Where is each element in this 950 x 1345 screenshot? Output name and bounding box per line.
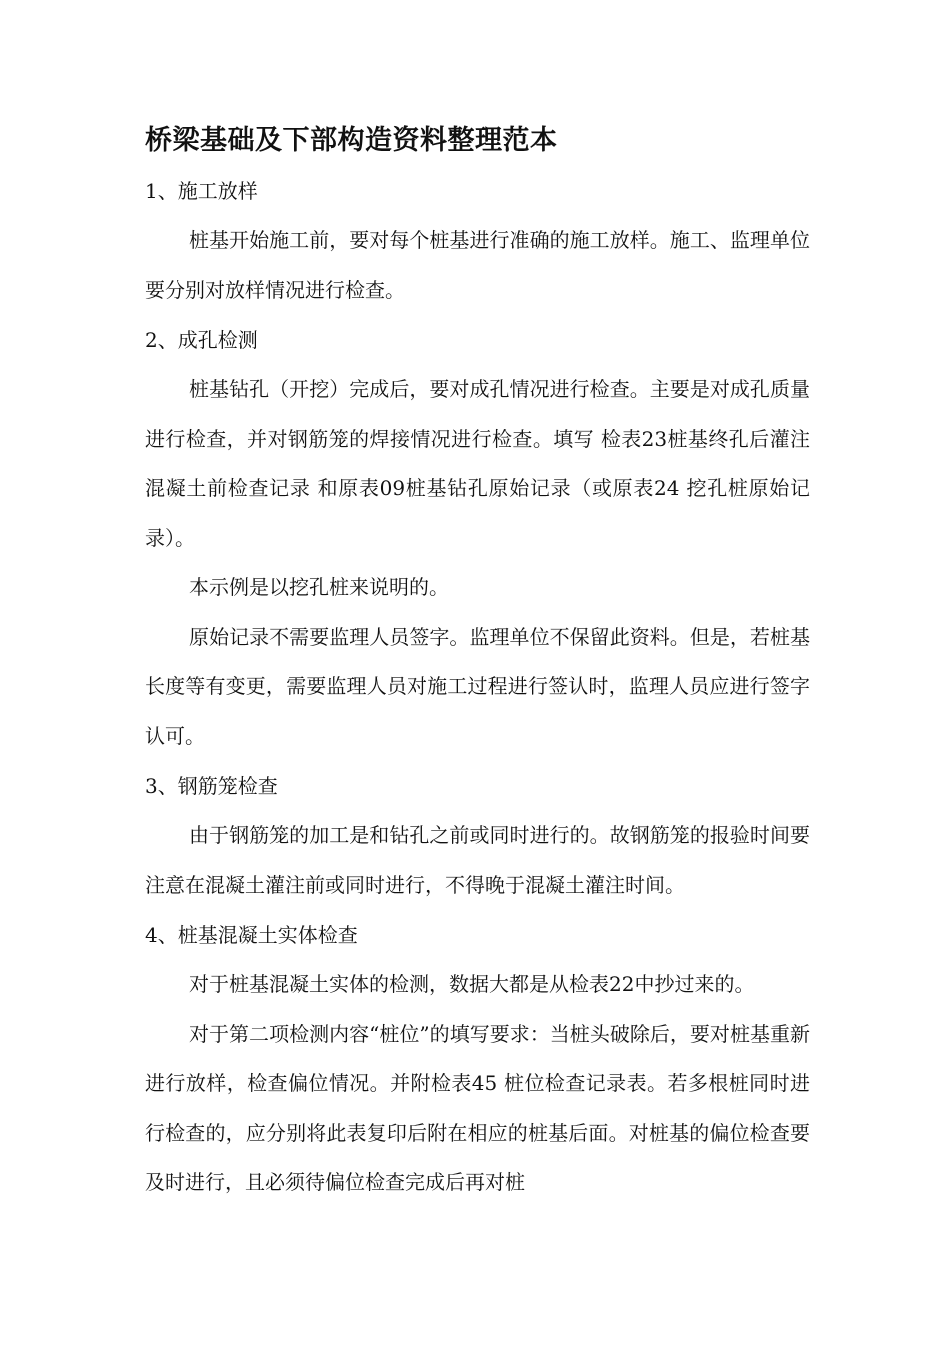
section-heading: 3、钢筋笼检查 bbox=[145, 774, 278, 798]
paragraph: 对于第二项检测内容“桩位”的填写要求：当桩头破除后，要对桩基重新进行放样，检查偏位情况。并附检表45 桩位检查记录表。若多根桩同时进行检查的，应分别将此表复印后附在相应的桩基后面。对桩基的偏位检查要及时进行，且必须待偏位检查完成后再对桩 bbox=[145, 1021, 810, 1194]
section-heading: 2、成孔检测 bbox=[145, 328, 258, 352]
section-3 bbox=[145, 761, 810, 910]
section-4 bbox=[145, 910, 810, 1208]
section-2 bbox=[145, 315, 810, 761]
document-page bbox=[145, 118, 810, 1208]
paragraph: 对于桩基混凝土实体的检测，数据大都是从检表22中抄过来的。 bbox=[189, 972, 755, 996]
paragraph: 桩基开始施工前，要对每个桩基进行准确的施工放样。施工、监理单位要分别对放样情况进行检查。 bbox=[145, 228, 810, 302]
section-heading: 1、施工放样 bbox=[145, 179, 258, 203]
section-1 bbox=[145, 166, 810, 315]
document-title: 桥梁基础及下部构造资料整理范本 bbox=[145, 125, 558, 156]
paragraph: 原始记录不需要监理人员签字。监理单位不保留此资料。但是，若桩基长度等有变更，需要监理人员对施工过程进行签认时，监理人员应进行签字认可。 bbox=[145, 624, 810, 748]
section-heading: 4、桩基混凝土实体检查 bbox=[145, 923, 358, 947]
paragraph: 桩基钻孔（开挖）完成后，要对成孔情况进行检查。主要是对成孔质量进行检查，并对钢筋笼的焊接情况进行检查。填写 检表23桩基终孔后灌注混凝土前检查记录 和原表09桩基钻孔原始记录（或原表24 挖孔桩原始记录）。 bbox=[145, 377, 810, 550]
paragraph: 由于钢筋笼的加工是和钻孔之前或同时进行的。故钢筋笼的报验时间要注意在混凝土灌注前或同时进行，不得晚于混凝土灌注时间。 bbox=[145, 823, 810, 897]
paragraph: 本示例是以挖孔桩来说明的。 bbox=[189, 575, 449, 599]
